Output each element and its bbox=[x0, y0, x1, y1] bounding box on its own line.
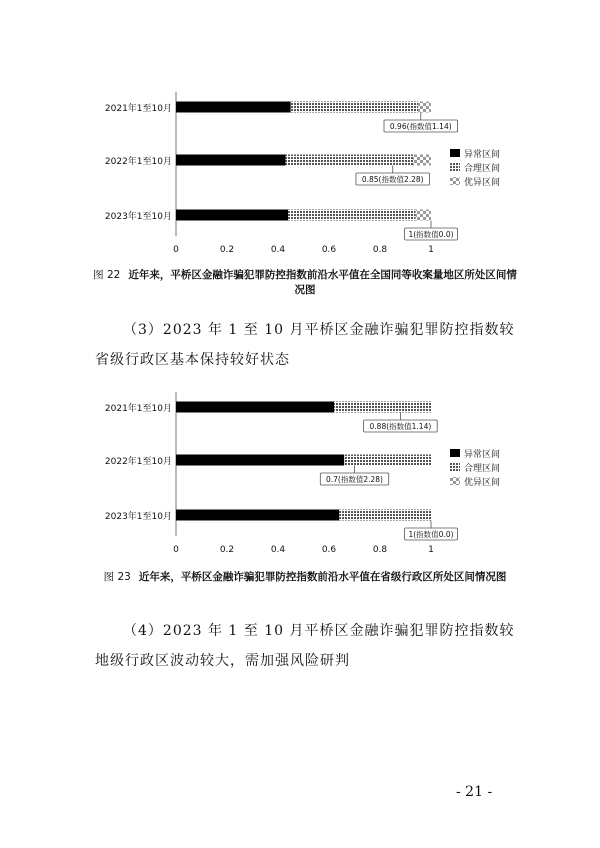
x-tick-label: 0.8 bbox=[372, 245, 388, 255]
legend-label: 异常区间 bbox=[464, 450, 501, 460]
x-tick-label: 0.2 bbox=[219, 245, 235, 255]
x-tick-label: 0.4 bbox=[270, 545, 286, 555]
bar-segment bbox=[176, 155, 286, 166]
caption-number: 图 23 bbox=[103, 571, 131, 583]
category-label: 2021年1至10月 bbox=[104, 404, 172, 414]
legend-swatch bbox=[450, 463, 460, 471]
x-tick-label: 0 bbox=[173, 245, 179, 255]
annotation-label: 0.96(指数值1.14) bbox=[389, 122, 452, 131]
chart-2-svg bbox=[0, 388, 600, 558]
category-label: 2021年1至10月 bbox=[104, 104, 172, 114]
legend-swatch bbox=[450, 177, 460, 185]
legend-swatch bbox=[450, 149, 460, 157]
category-label: 2022年1至10月 bbox=[104, 157, 172, 167]
legend-swatch bbox=[450, 449, 460, 457]
bar-segment bbox=[416, 210, 431, 221]
legend-label: 优异区间 bbox=[464, 478, 501, 488]
bar-segment bbox=[176, 102, 291, 113]
legend-swatch bbox=[450, 163, 460, 171]
legend-label: 合理区间 bbox=[464, 464, 501, 474]
bar-segment bbox=[288, 210, 416, 221]
annotation-label: 1(指数值0.0) bbox=[408, 530, 454, 539]
legend-label: 优异区间 bbox=[464, 178, 501, 188]
category-label: 2022年1至10月 bbox=[104, 457, 172, 467]
legend-label: 异常区间 bbox=[464, 150, 501, 160]
bar-segment bbox=[413, 155, 431, 166]
bar-segment bbox=[334, 402, 431, 413]
bar-segment bbox=[176, 210, 288, 221]
caption-text: 近年来，平桥区金融诈骗犯罪防控指数前沿水平值在省级行政区所处区间情况图 bbox=[138, 571, 507, 583]
x-tick-label: 0.8 bbox=[372, 545, 388, 555]
chart-2 bbox=[0, 388, 600, 558]
x-tick-label: 0.2 bbox=[219, 545, 235, 555]
bar-segment bbox=[176, 455, 344, 466]
annotation-label: 1(指数值0.0) bbox=[408, 230, 454, 239]
x-tick-label: 1 bbox=[428, 245, 434, 255]
x-tick-label: 0.6 bbox=[321, 545, 337, 555]
chart-1-svg bbox=[0, 88, 600, 258]
chart-1 bbox=[0, 88, 600, 258]
caption-text: 近年来，平桥区金融诈骗犯罪防控指数前沿水平值在全国同等收案量地区所处区间情况图 bbox=[128, 269, 517, 296]
bar-segment bbox=[176, 402, 334, 413]
x-tick-label: 0.6 bbox=[321, 245, 337, 255]
bar-segment bbox=[291, 102, 419, 113]
x-tick-label: 0 bbox=[173, 545, 179, 555]
bar-segment bbox=[176, 510, 339, 521]
legend-swatch bbox=[450, 477, 460, 485]
page-number: - 21 - bbox=[456, 784, 493, 800]
category-label: 2023年1至10月 bbox=[104, 212, 172, 222]
paragraph-4: （4）2023 年 1 至 10 月平桥区金融诈骗犯罪防控指数较地级行政区波动较大，需加强风险研判 bbox=[95, 623, 515, 669]
annotation-label: 0.88(指数值1.14) bbox=[369, 422, 432, 431]
paragraph-3: （3）2023 年 1 至 10 月平桥区金融诈骗犯罪防控指数较省级行政区基本保持较好状态 bbox=[95, 322, 515, 368]
bar-segment bbox=[344, 455, 431, 466]
annotation-label: 0.85(指数值2.28) bbox=[361, 175, 424, 184]
bar-segment bbox=[418, 102, 431, 113]
bar-segment bbox=[339, 510, 431, 521]
annotation-label: 0.7(指数值2.28) bbox=[326, 475, 383, 484]
legend-label: 合理区间 bbox=[464, 164, 501, 174]
caption-number: 图 22 bbox=[93, 269, 121, 281]
x-tick-label: 1 bbox=[428, 545, 434, 555]
caption-fig23 bbox=[90, 570, 520, 585]
bar-segment bbox=[286, 155, 414, 166]
caption-fig22 bbox=[90, 268, 520, 298]
x-tick-label: 0.4 bbox=[270, 245, 286, 255]
category-label: 2023年1至10月 bbox=[104, 512, 172, 522]
